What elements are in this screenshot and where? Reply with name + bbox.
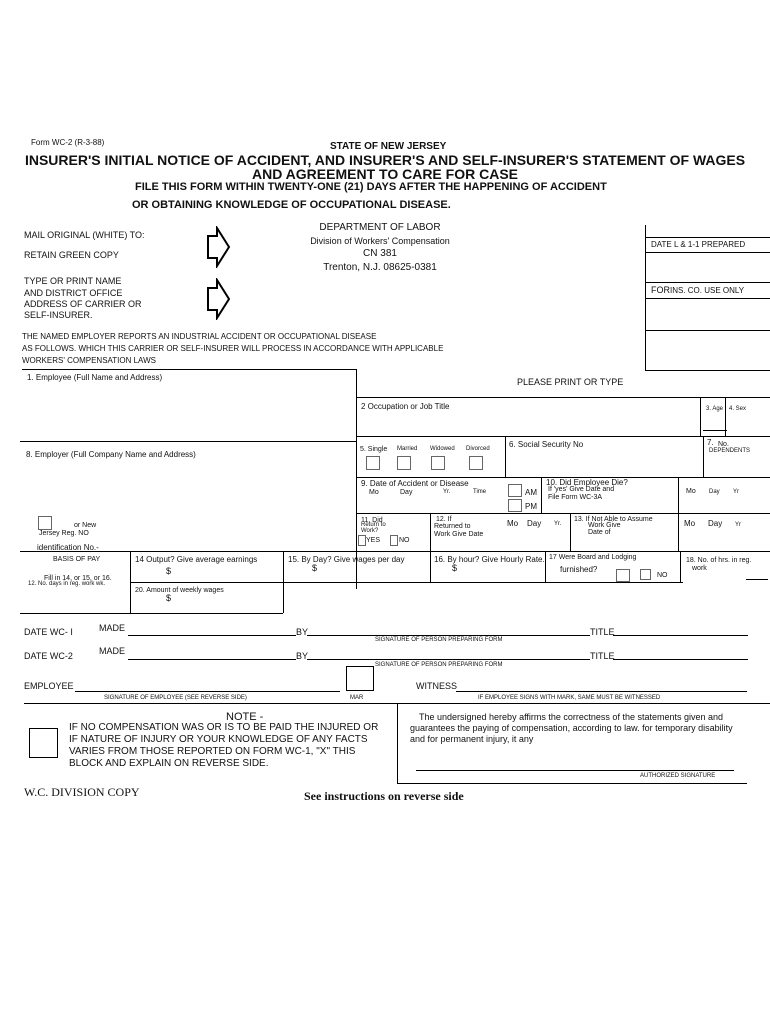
or-new: or New: [74, 522, 97, 529]
made1-label: MADE: [99, 623, 126, 633]
return-no: NO: [399, 537, 410, 544]
division-name: Division of Workers' Compensation: [310, 236, 450, 246]
employee-label: EMPLOYEE: [24, 681, 74, 691]
form-title-line2: AND AGREEMENT TO CARE FOR CASE: [251, 166, 518, 182]
date-wc2-made-field[interactable]: [128, 659, 296, 660]
sig-employee-caption: SIGNATURE OF EMPLOYEE (SEE REVERSE SIDE): [104, 695, 247, 701]
basis-of-pay: BASIS OF PAY: [53, 556, 101, 563]
title2-label: TITLE: [590, 651, 615, 661]
field-12-days: 12. No. days in reg. work wk.: [28, 581, 106, 587]
field-10-sub2: File Form WC-3A: [548, 494, 603, 501]
department-city: Trenton, N.J. 08625-0381: [323, 262, 437, 273]
hour-dollar: $: [452, 563, 458, 573]
divorced-checkbox[interactable]: [469, 456, 483, 470]
form-title: INSURER'S INITIAL NOTICE OF ACCIDENT, AND INSURER'S AND SELF-INSURER'S STATEMENT OF WAGES: [24, 152, 746, 168]
reg-checkbox[interactable]: [38, 516, 52, 530]
arrow-right-icon: [205, 278, 231, 320]
fill-in-note: Fill in 14, or 15, or 16.: [44, 575, 112, 582]
date-prepared-label: DATE L & 1-1 PREPARED: [651, 240, 746, 249]
marital-divorced: Divorced: [466, 446, 490, 452]
arrow-right-icon: [205, 226, 231, 268]
witness-label: WITNESS: [416, 681, 458, 691]
disability-day: Day: [708, 519, 723, 528]
field-3-age: 3. Age: [706, 406, 724, 412]
field-8-employer: 8. Employer (Full Company Name and Address): [26, 450, 196, 459]
office-use-label: INS. CO. USE ONLY: [670, 286, 745, 295]
field-13-not-able: 13. If Not Able to Assume: [574, 516, 653, 523]
return-mo: Mo: [507, 519, 519, 528]
pm-checkbox[interactable]: [508, 499, 522, 512]
field-17-furnished: furnished?: [560, 565, 598, 574]
board-no-checkbox[interactable]: [640, 569, 651, 580]
accident-yr: Yr.: [443, 489, 451, 495]
field-18-work: work: [692, 565, 707, 572]
if-mark-caption: IF EMPLOYEE SIGNS WITH MARK, SAME MUST BE WITNESSED: [478, 695, 661, 701]
death-day: Day: [709, 489, 720, 495]
field-7: 7.: [707, 438, 714, 447]
field-14-output: 14 Output? Give average earnings: [135, 555, 258, 564]
field-5-single: 5. Single: [360, 446, 388, 453]
affirm-line2: guarantees the paying of compensation, according to law. for temporary disability: [410, 723, 733, 733]
field-11-return-to: Return to: [361, 522, 386, 528]
please-print: PLEASE PRINT OR TYPE: [517, 377, 624, 387]
field-7-no: No.: [718, 441, 729, 448]
field-6-ssn: 6. Social Security No: [509, 440, 584, 449]
am-checkbox[interactable]: [508, 484, 522, 497]
authorized-signature-field[interactable]: [416, 770, 734, 771]
return-yes-checkbox[interactable]: [358, 535, 366, 546]
note-line4: BLOCK AND EXPLAIN ON REVERSE SIDE.: [69, 758, 269, 769]
field-10-sub1: If 'yes' Give Date and: [548, 486, 615, 493]
death-yr: Yr: [733, 489, 739, 495]
married-checkbox[interactable]: [397, 456, 411, 470]
field-12-if: 12. If: [436, 516, 452, 523]
return-day: Day: [527, 519, 542, 528]
date-wc2-label: DATE WC-2: [24, 651, 73, 661]
type-print-line1: TYPE OR PRINT NAME: [24, 276, 122, 286]
form-id: Form WC-2 (R-3-88): [31, 138, 105, 147]
return-yr: Yr.: [554, 521, 562, 527]
mark-box[interactable]: [346, 666, 374, 691]
widowed-checkbox[interactable]: [431, 456, 445, 470]
field-20-weekly-wages: 20. Amount of weekly wages: [135, 587, 224, 594]
output-dollar: $: [166, 566, 172, 576]
field-15-by-day: 15. By Day? Give wages per day: [288, 555, 405, 564]
type-print-line4: SELF-INSURER.: [24, 310, 93, 320]
division-copy: W.C. DIVISION COPY: [24, 785, 140, 799]
disability-yr: Yr: [735, 522, 741, 528]
pm-label: PM: [525, 502, 537, 511]
marital-married: Married: [397, 446, 418, 452]
field-4-sex: 4. Sex: [729, 406, 747, 412]
mar-caption: MAR: [350, 695, 364, 701]
weekly-dollar: $: [166, 593, 172, 603]
date-wc1-label: DATE WC- I: [24, 627, 73, 637]
note-line2: IF NATURE OF INJURY OR YOUR KNOWLEDGE OF ANY FACTS: [69, 734, 368, 745]
field-1-employee: 1. Employee (Full Name and Address): [27, 373, 163, 382]
board-no: NO: [657, 572, 668, 579]
title1-label: TITLE: [590, 627, 615, 637]
office-use-for: FOR: [651, 285, 670, 295]
field-11-return: 11. Did: [361, 517, 383, 524]
field-12-returned: Returned to: [434, 523, 471, 530]
field-7-dependents: DEPENDENTS: [709, 448, 751, 454]
sig-preparing-2: SIGNATURE OF PERSON PREPARING FORM: [375, 662, 503, 668]
field-18-hours: 18. No. of hrs. in reg.: [686, 557, 752, 564]
made2-label: MADE: [99, 646, 126, 656]
field-13-date-of: Date of: [588, 529, 611, 536]
statement-line3: WORKERS' COMPENSATION LAWS: [22, 356, 156, 365]
accident-time: Time: [473, 489, 487, 495]
state-title: STATE OF NEW JERSEY: [330, 141, 447, 152]
by1-label: BY: [296, 627, 309, 637]
title2-field[interactable]: [613, 659, 748, 660]
retain-green-label: RETAIN GREEN COPY: [24, 250, 119, 260]
field-9-date-accident: 9. Date of Accident or Disease: [361, 479, 469, 488]
witness-signature-field[interactable]: [456, 691, 747, 692]
board-yes-checkbox[interactable]: [616, 569, 630, 582]
sig-preparing-1: SIGNATURE OF PERSON PREPARING FORM: [375, 637, 503, 643]
jersey-reg-no: Jersey Reg. NO: [39, 530, 89, 537]
field-13-work-give: Work Give: [588, 522, 621, 529]
field-16-by-hour: 16. By hour? Give Hourly Rate.: [434, 555, 545, 564]
field-12-work-date: Work Give Date: [434, 531, 484, 538]
am-label: AM: [525, 488, 537, 497]
return-yes: YES: [366, 537, 381, 544]
single-checkbox[interactable]: [366, 456, 380, 470]
death-mo: Mo: [686, 488, 696, 495]
accident-day: Day: [400, 489, 413, 496]
preparer-signature-1[interactable]: [307, 635, 590, 636]
filing-instruction-1: FILE THIS FORM WITHIN TWENTY-ONE (21) DAYS AFTER THE HAPPENING OF ACCIDENT: [135, 181, 607, 193]
mail-original-label: MAIL ORIGINAL (WHITE) TO:: [24, 230, 145, 240]
type-print-line2: AND DISTRICT OFFICE: [24, 288, 123, 298]
disability-mo: Mo: [684, 519, 696, 528]
marital-widowed: Widowed: [430, 446, 455, 452]
field-17-board: 17 Were Board and Lodging: [549, 554, 637, 561]
statement-line1: THE NAMED EMPLOYER REPORTS AN INDUSTRIAL ACCIDENT OR OCCUPATIONAL DISEASE: [22, 332, 377, 341]
note-line1: IF NO COMPENSATION WAS OR IS TO BE PAID THE INJURED OR: [69, 722, 379, 733]
date-wc1-made-field[interactable]: [128, 635, 296, 636]
department-cn: CN 381: [363, 248, 397, 259]
field-10-employee-die: 10. Did Employee Die?: [546, 478, 628, 487]
statement-line2: AS FOLLOWS. WHICH THIS CARRIER OR SELF-INSURER WILL PROCESS IN ACCORDANCE WITH APPLICABLE: [22, 344, 444, 353]
reverse-instructions: See instructions on reverse side: [304, 789, 464, 803]
affirm-line3: and for permanent injury, it any: [410, 734, 534, 744]
field-11-work: Work?: [361, 528, 379, 534]
filing-instruction-2: OR OBTAINING KNOWLEDGE OF OCCUPATIONAL DISEASE.: [132, 199, 451, 211]
by2-label: BY: [296, 651, 309, 661]
field-2-occupation: 2 Occupation or Job Title: [361, 402, 450, 411]
note-line3: VARIES FROM THOSE REPORTED ON FORM WC-1, "X" THIS: [69, 746, 356, 757]
employee-signature-field[interactable]: [75, 691, 340, 692]
no-compensation-checkbox[interactable]: [29, 728, 58, 758]
identification-no: identification No.-: [37, 543, 99, 552]
affirm-line1: The undersigned hereby affirms the correctness of the statements given and: [419, 712, 724, 722]
day-dollar: $: [312, 563, 318, 573]
return-no-checkbox[interactable]: [390, 535, 398, 546]
note-heading: NOTE -: [226, 711, 264, 723]
type-print-line3: ADDRESS OF CARRIER OR: [24, 299, 142, 309]
authorized-signature-caption: AUTHORIZED SIGNATURE: [640, 773, 716, 779]
title1-field[interactable]: [613, 635, 748, 636]
department-name: DEPARTMENT OF LABOR: [319, 222, 441, 233]
accident-mo: Mo: [369, 489, 379, 496]
preparer-signature-2[interactable]: [307, 659, 590, 660]
